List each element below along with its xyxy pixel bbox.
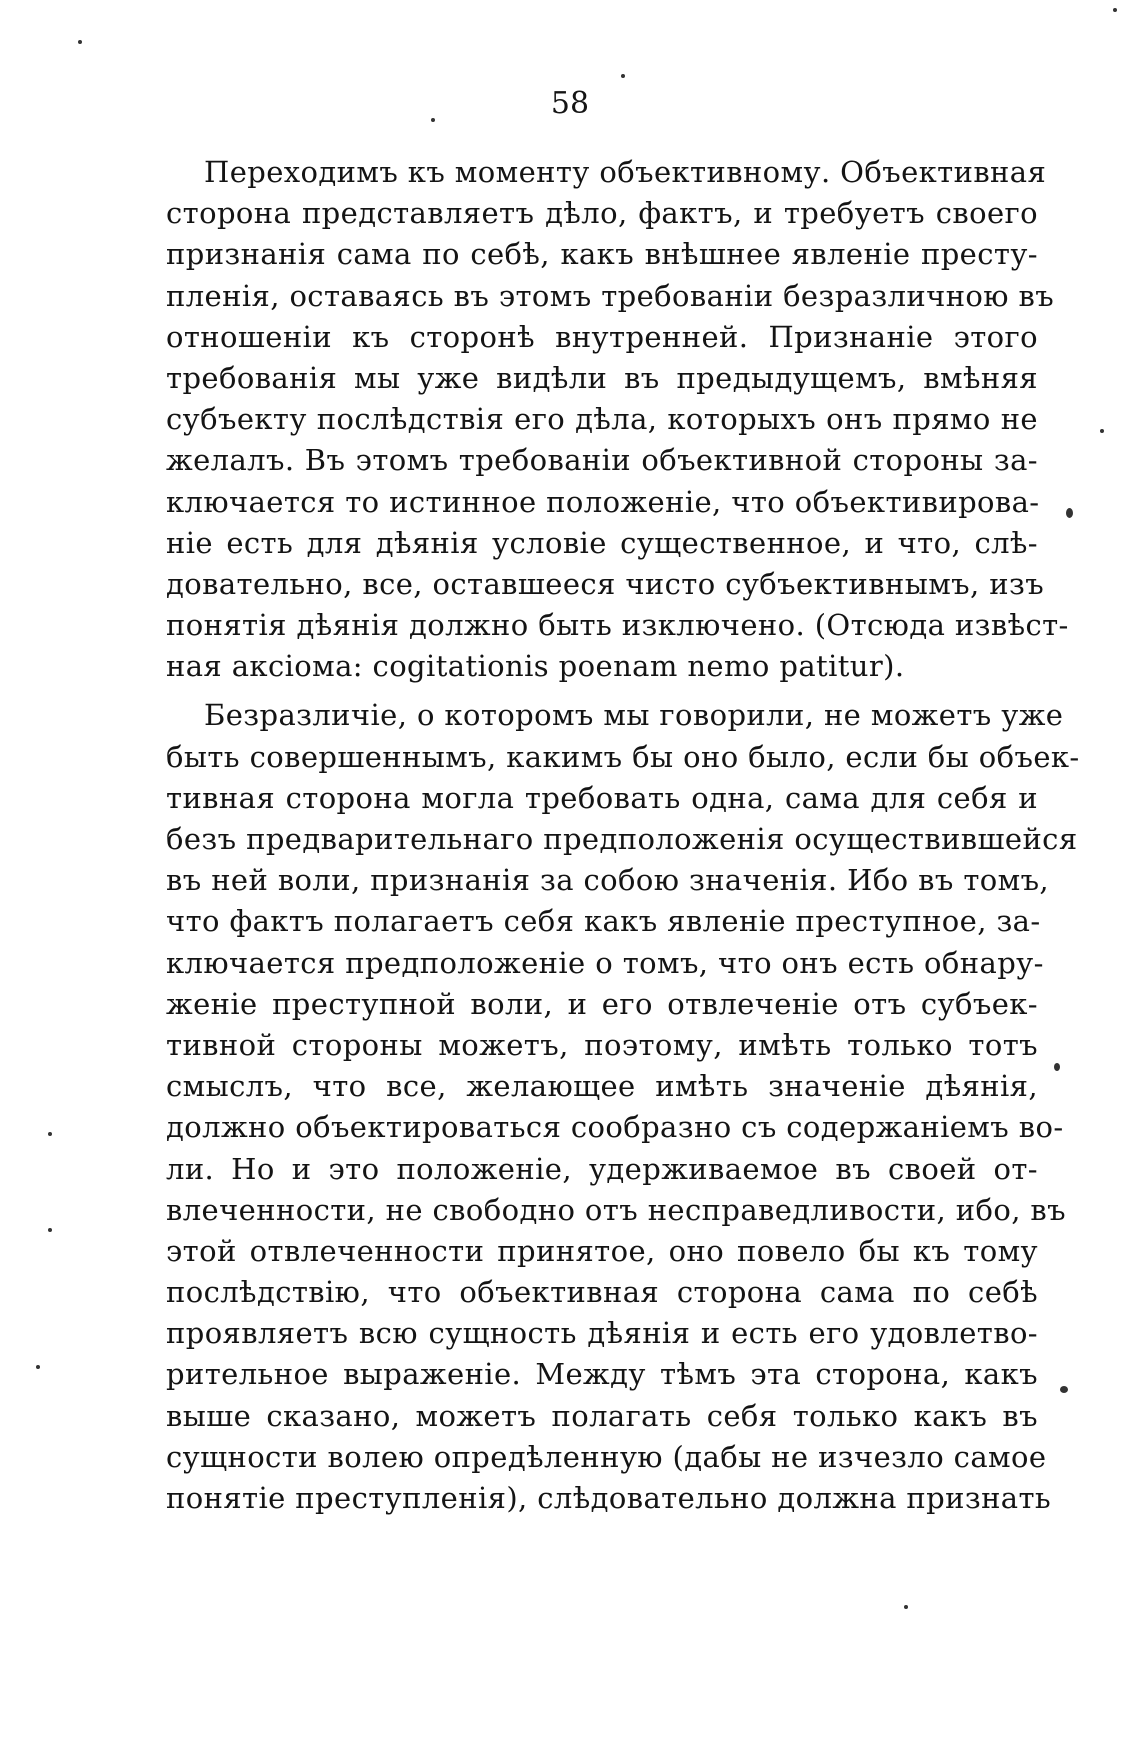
text-line: должно объектироваться сообразно съ содержаніемъ во- (166, 1110, 1064, 1145)
text-line: этой отвлеченности принятое, оно повело бы къ тому (166, 1233, 1038, 1268)
scan-speck (904, 1605, 908, 1609)
text-line: что фактъ полагаетъ себя какъ явленіе преступное, за- (166, 904, 1041, 939)
text-line: женіе преступной воли, и его отвлеченіе отъ субъек- (166, 986, 1038, 1021)
scan-speck (48, 1132, 52, 1136)
text-line: въ ней воли, признанія за собою значенія. Ибо въ томъ, (166, 863, 1050, 898)
scan-speck (1060, 1386, 1068, 1393)
scan-speck (1066, 508, 1073, 518)
text-line: ключается то истинное положеніе, что объективирова- (166, 484, 1040, 519)
text-line: отношеніи къ сторонѣ внутренней. Признаніе этого (166, 319, 1038, 354)
text-line: тивной стороны можетъ, поэтому, имѣть только тотъ (166, 1027, 1038, 1062)
scan-speck (621, 74, 625, 78)
text-line: сущности волею опредѣленную (дабы не изчезло самое (166, 1439, 1047, 1474)
scan-speck (48, 1228, 52, 1232)
text-line: желалъ. Въ этомъ требованіи объективной стороны за- (166, 443, 1038, 478)
text-line: влеченности, не свободно отъ несправедливости, ибо, въ (166, 1192, 1067, 1227)
text-line: быть совершеннымъ, какимъ бы оно было, если бы объек- (166, 739, 1080, 774)
text-line: рительное выраженіе. Между тѣмъ эта сторона, какъ (166, 1357, 1038, 1392)
text-line: ли. Но и это положеніе, удерживаемое въ своей от- (166, 1151, 1038, 1186)
text-line: понятія дѣянія должно быть изключено. (Отсюда извѣст- (166, 608, 1069, 643)
text-line: послѣдствію, что объективная сторона сама по себѣ (166, 1275, 1038, 1310)
text-line: признанія сама по себѣ, какъ внѣшнее явленіе престу- (166, 237, 1038, 272)
text-line: сторона представляетъ дѣло, фактъ, и требуетъ своего (166, 196, 1038, 231)
text-line: требованія мы уже видѣли въ предыдущемъ, вмѣняя (166, 360, 1038, 395)
text-line: проявляетъ всю сущность дѣянія и есть его удовлетво- (166, 1316, 1038, 1351)
text-line: Переходимъ къ моменту объективному. Объективная (204, 155, 1047, 189)
text-line: тивная сторона могла требовать одна, сама для себя и (166, 780, 1038, 815)
page-number: 58 (550, 86, 590, 121)
scan-speck (1113, 8, 1117, 12)
text-line: Безразличіе, о которомъ мы говорили, не можетъ уже (204, 698, 1064, 733)
scan-speck (36, 1365, 40, 1369)
text-line: смыслъ, что все, желающее имѣть значеніе дѣянія, (166, 1069, 1038, 1104)
paragraph (166, 695, 1080, 1519)
scan-speck (78, 40, 82, 44)
scan-speck (1054, 1063, 1060, 1071)
text-line: пленія, оставаясь въ этомъ требованіи безразличною въ (166, 278, 1055, 313)
text-line: понятіе преступленія), слѣдовательно должна признать (166, 1481, 1052, 1515)
text-line: ключается предположеніе о томъ, что онъ есть обнару- (166, 945, 1044, 980)
text-line: выше сказано, можетъ полагать себя только какъ въ (166, 1398, 1038, 1433)
scan-speck (431, 118, 435, 122)
text-line: довательно, все, оставшееся чисто субъективнымъ, изъ (166, 566, 1045, 601)
text-line: ніе есть для дѣянія условіе существенное, и что, слѣ- (166, 525, 1038, 560)
text-line: безъ предварительнаго предположенія осуществившейся (166, 822, 1078, 856)
body-text (166, 152, 1080, 1519)
text-line: субъекту послѣдствія его дѣла, которыхъ онъ прямо не (166, 402, 1038, 437)
text-line: ная аксіома: cogitationis poenam nemo patitur). (166, 649, 905, 684)
scan-speck (1100, 429, 1104, 433)
paragraph (166, 152, 1069, 687)
